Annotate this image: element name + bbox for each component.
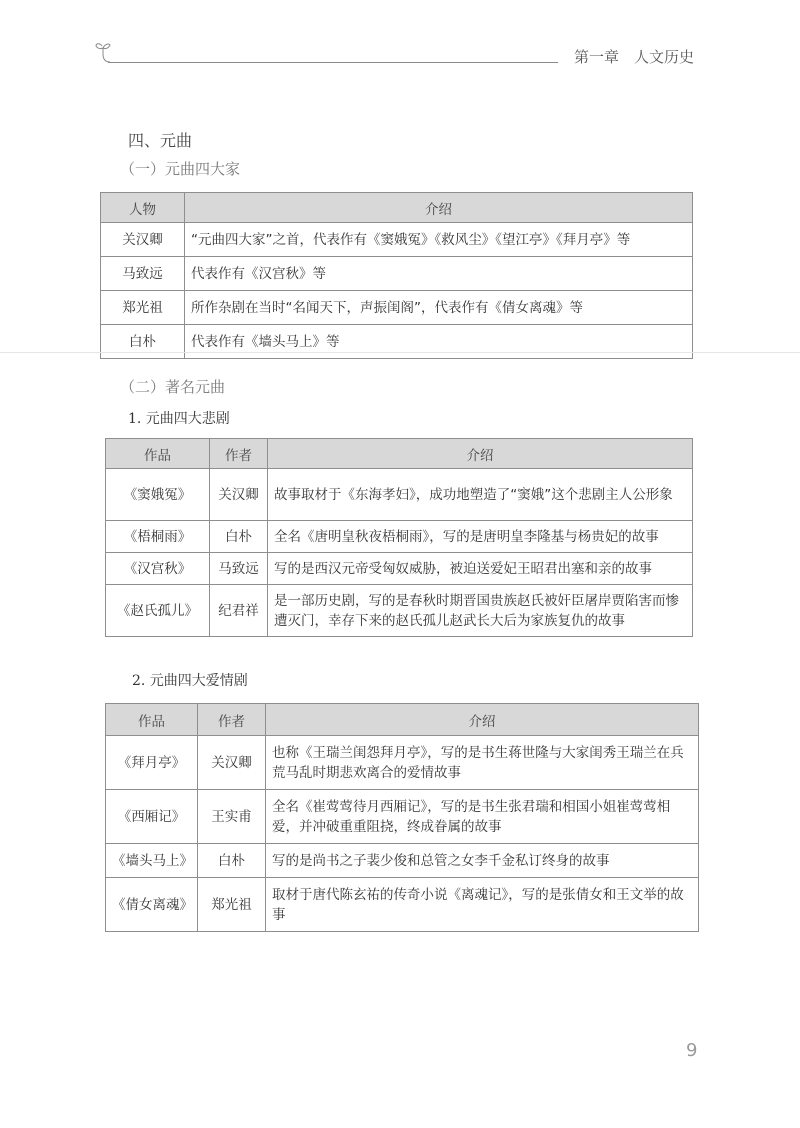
intro-cell: 所作杂剧在当时“名闻天下，声振闺阁”，代表作有《倩女离魂》等 — [185, 291, 693, 325]
table-header-cell: 作者 — [198, 704, 266, 736]
section-title: 四、元曲 — [128, 131, 193, 150]
work-cell: 《西厢记》 — [106, 790, 198, 844]
author-cell: 王实甫 — [198, 790, 266, 844]
intro-cell: 是一部历史剧，写的是春秋时期晋国贵族赵氏被奸臣屠岸贾陷害而惨遭灭门，幸存下来的赵氏孤儿赵武长大后为家族复仇的故事 — [268, 585, 693, 637]
scan-artifact-line — [0, 352, 800, 353]
header-rule — [108, 62, 558, 63]
subsection-title-2: （二）著名元曲 — [120, 378, 226, 396]
subsection-title-1: （一）元曲四大家 — [120, 160, 241, 178]
sprout-icon — [94, 40, 134, 64]
person-cell: 马致远 — [101, 257, 185, 291]
work-cell: 《窦娥冤》 — [106, 469, 210, 521]
yuanqu-masters-table — [100, 192, 693, 359]
author-cell: 纪君祥 — [210, 585, 268, 637]
work-cell: 《拜月亭》 — [106, 736, 198, 790]
table-header-cell: 介绍 — [268, 439, 693, 469]
table-header-cell: 作者 — [210, 439, 268, 469]
tragedies-title: 1. 元曲四大悲剧 — [128, 411, 230, 427]
author-cell: 关汉卿 — [198, 736, 266, 790]
love-dramas-title: 2. 元曲四大爱情剧 — [132, 673, 248, 689]
intro-cell: 写的是尚书之子裴少俊和总管之女李千金私订终身的故事 — [266, 844, 699, 878]
tragedies-table — [105, 438, 693, 637]
intro-cell: 全名《崔莺莺待月西厢记》，写的是书生张君瑞和相国小姐崔莺莺相爱，并冲破重重阻挠，终成眷属的故事 — [266, 790, 699, 844]
person-cell: 白朴 — [101, 325, 185, 359]
love-dramas-table — [105, 703, 699, 932]
table-row — [106, 521, 693, 553]
person-cell: 关汉卿 — [101, 223, 185, 257]
author-cell: 白朴 — [198, 844, 266, 878]
table-header-cell: 作品 — [106, 439, 210, 469]
work-cell: 《赵氏孤儿》 — [106, 585, 210, 637]
work-cell: 《汉宫秋》 — [106, 553, 210, 585]
person-cell: 郑光祖 — [101, 291, 185, 325]
table-row — [106, 878, 699, 932]
table-row — [101, 257, 693, 291]
table-row — [101, 325, 693, 359]
author-cell: 关汉卿 — [210, 469, 268, 521]
author-cell: 马致远 — [210, 553, 268, 585]
author-cell: 白朴 — [210, 521, 268, 553]
intro-cell: 故事取材于《东海孝妇》，成功地塑造了“窦娥”这个悲剧主人公形象 — [268, 469, 693, 521]
work-cell: 《梧桐雨》 — [106, 521, 210, 553]
table-header-cell: 介绍 — [185, 193, 693, 223]
work-cell: 《倩女离魂》 — [106, 878, 198, 932]
chapter-title: 第一章 人文历史 — [574, 48, 695, 66]
table-row — [101, 223, 693, 257]
table-header-cell: 人物 — [101, 193, 185, 223]
table-header-row — [106, 704, 699, 736]
table-header-cell: 作品 — [106, 704, 198, 736]
author-cell: 郑光祖 — [198, 878, 266, 932]
table-row — [106, 790, 699, 844]
table-row — [106, 844, 699, 878]
table-row — [106, 585, 693, 637]
intro-cell: “元曲四大家”之首，代表作有《窦娥冤》《救风尘》《望江亭》《拜月亭》等 — [185, 223, 693, 257]
table-row — [101, 291, 693, 325]
intro-cell: 写的是西汉元帝受匈奴威胁，被迫送爱妃王昭君出塞和亲的故事 — [268, 553, 693, 585]
table-row — [106, 553, 693, 585]
intro-cell: 也称《王瑞兰闺怨拜月亭》，写的是书生蒋世隆与大家闺秀王瑞兰在兵荒马乱时期悲欢离合的爱情故事 — [266, 736, 699, 790]
table-header-cell: 介绍 — [266, 704, 699, 736]
table-row — [106, 736, 699, 790]
intro-cell: 全名《唐明皇秋夜梧桐雨》，写的是唐明皇李隆基与杨贵妃的故事 — [268, 521, 693, 553]
work-cell: 《墙头马上》 — [106, 844, 198, 878]
intro-cell: 取材于唐代陈玄祐的传奇小说《离魂记》，写的是张倩女和王文举的故事 — [266, 878, 699, 932]
table-header-row — [106, 439, 693, 469]
intro-cell: 代表作有《汉宫秋》等 — [185, 257, 693, 291]
page-number: 9 — [686, 1040, 698, 1061]
intro-cell: 代表作有《墙头马上》等 — [185, 325, 693, 359]
table-row — [106, 469, 693, 521]
table-header-row — [101, 193, 693, 223]
